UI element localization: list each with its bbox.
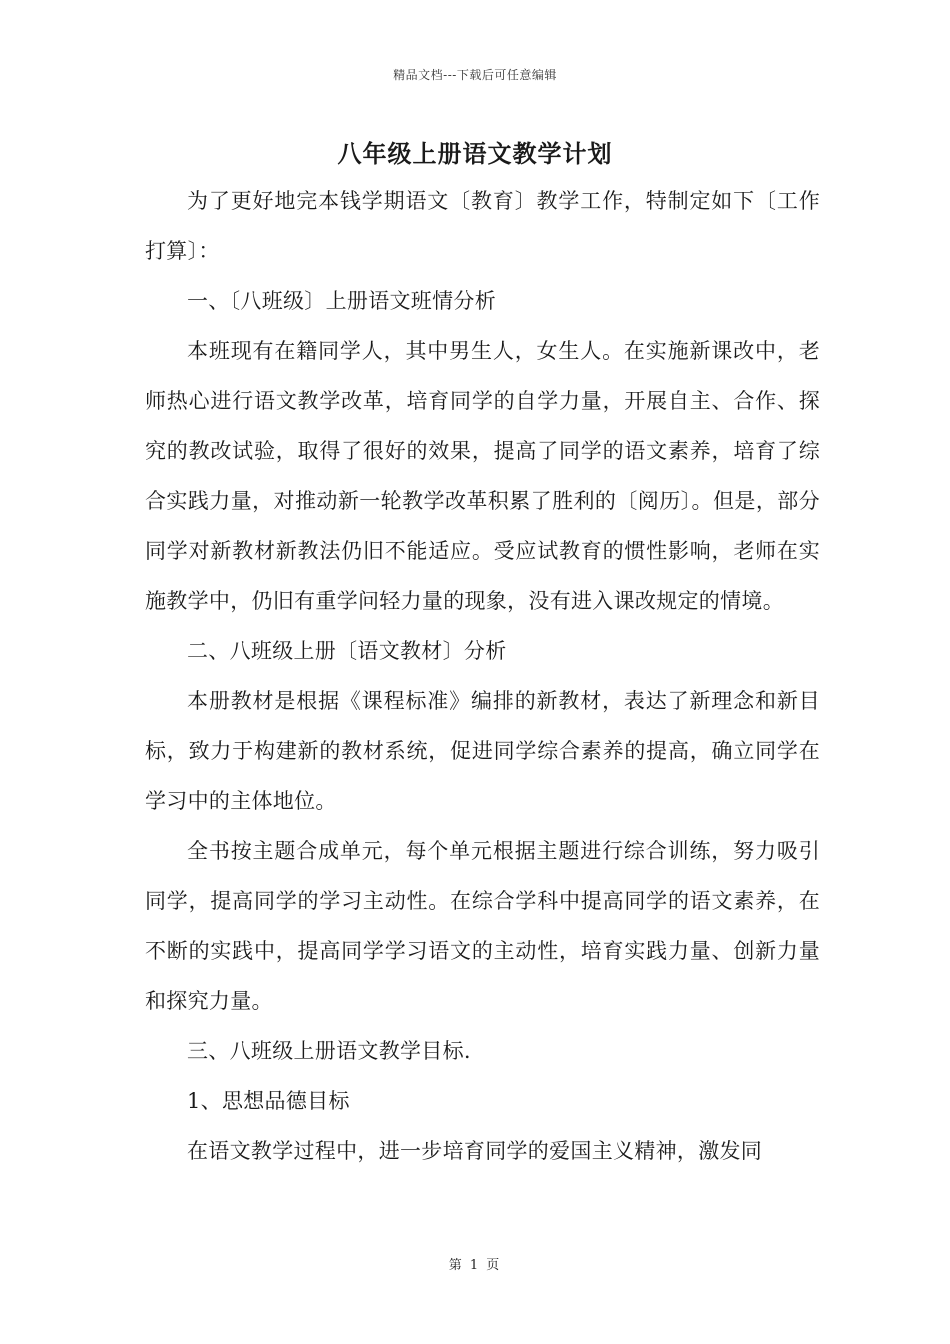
document-title: 八年级上册语文教学计划 [337,139,613,168]
section-heading-3: 三、八班级上册语文教学目标. [187,1039,471,1063]
textbook-analysis-paragraph-1: 本册教材是根据《课程标准》编排的新教材，表达了新理念和新目标，致力于构建新的教材系统，促进同学综合素养的提高，确立同学在学习中的主体地位。 [145,689,820,813]
intro-paragraph: 为了更好地完本钱学期语文〔教育〕教学工作，特制定如下〔工作打算〕： [145,189,820,263]
page-number: 第 1 页 [448,1258,502,1273]
section-heading-1: 一、〔八班级〕上册语文班情分析 [187,289,496,313]
textbook-analysis-paragraph-2: 全书按主题合成单元，每个单元根据主题进行综合训练，努力吸引同学，提高同学的学习主动性。在综合学科中提高同学的语文素养，在不断的实践中，提高同学学习语文的主动性，培育实践力量、创新力量和探究力量。 [145,839,820,1013]
document-body [145,176,820,1176]
moral-goal-paragraph: 在语文教学过程中，进一步培育同学的爱国主义精神，激发同 [187,1139,763,1163]
subsection-heading-1: 1、思想品德目标 [187,1089,350,1113]
class-analysis-paragraph: 本班现有在籍同学人，其中男生人，女生人。在实施新课改中，老师热心进行语文教学改革，培育同学的自学力量，开展自主、合作、探究的教改试验，取得了很好的效果，提高了同学的语文素养，培育了综合实践力量，对推动新一轮教学改革积累了胜利的〔阅历〕。但是，部分同学对新教材新教法仍旧不能适应。受应试教育的惯性影响，老师在实施教学中，仍旧有重学问轻力量的现象，没有进入课改规定的情境。 [145,339,820,613]
page-header: 精品文档---下载后可任意编辑 [393,68,557,82]
section-heading-2: 二、八班级上册〔语文教材〕分析 [187,639,507,663]
